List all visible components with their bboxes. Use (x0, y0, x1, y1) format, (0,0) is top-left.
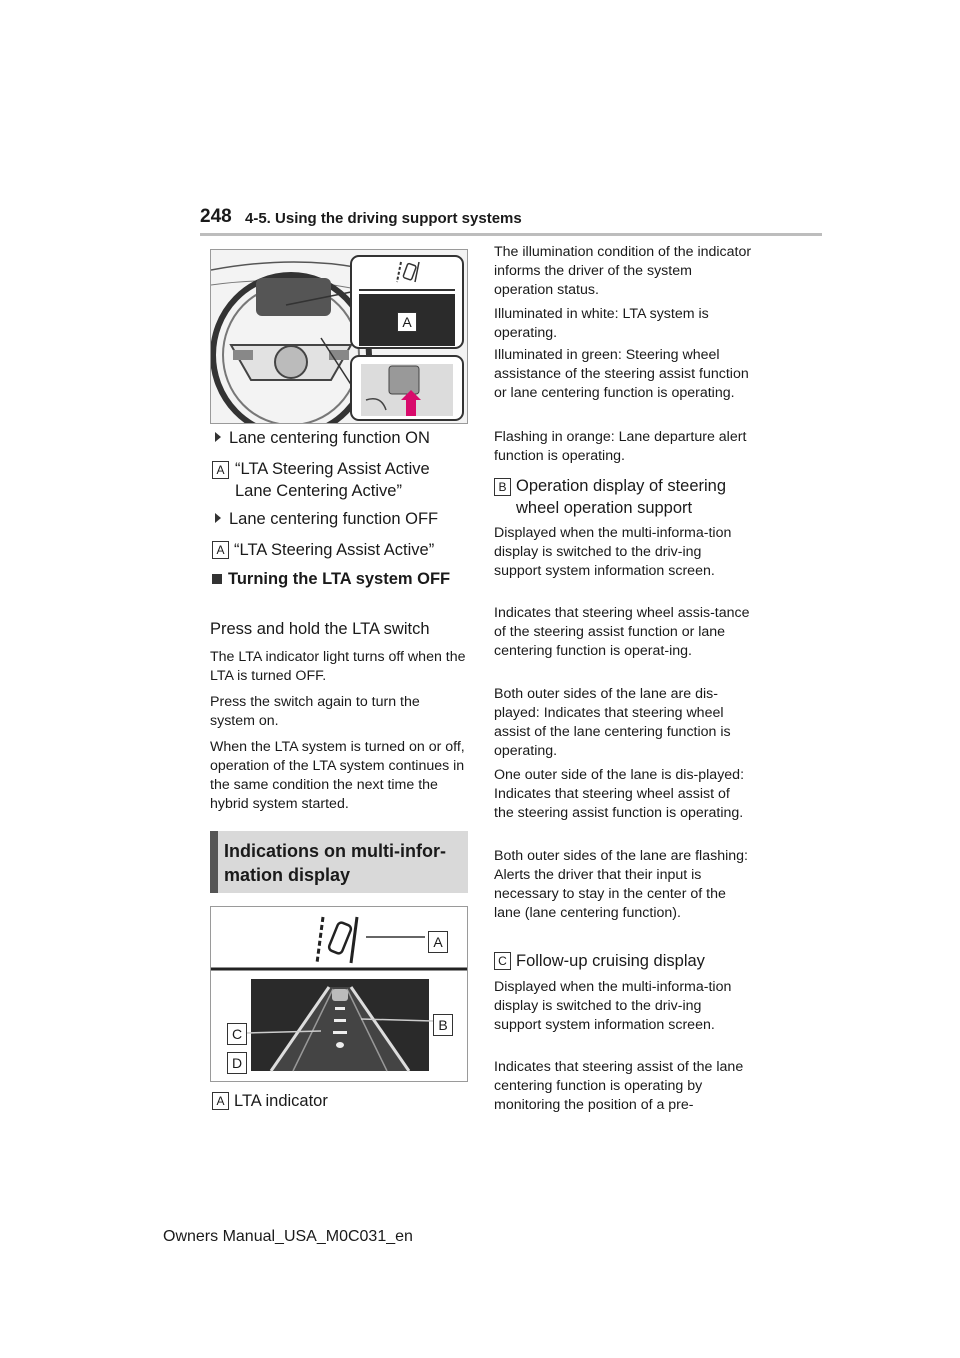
b-badge: B (494, 478, 511, 496)
right-orange: Flashing in orange: Lane departure alert function is operating. (494, 429, 747, 464)
turning-off-heading: Turning the LTA system OFF (212, 568, 458, 590)
turning-off-p1: The LTA indicator light turns off when the LTA is turned OFF. (210, 649, 466, 684)
b-p3: Both outer sides of the lane are dis-played: Indicates that steering wheel assist of the lane centering function is operating. (494, 686, 731, 759)
b-p4: One outer side of the lane is dis-played: Indicates that steering wheel assist of the steering assist function is operating. (494, 767, 745, 821)
section-title: 4-5. Using the driving support systems (245, 210, 522, 227)
section-heading: Indications on multi-infor-mation display (224, 841, 446, 885)
figure2-callout-a: A (428, 931, 448, 953)
figure2-callout-b: B (433, 1014, 453, 1036)
figure-lta-switch (210, 249, 468, 424)
b-p2: Indicates that steering wheel assis-tance of the steering assist function or lane centering function is operat-ing. (494, 605, 750, 659)
c-p1: Displayed when the multi-informa-tion display is switched to the driv-ing support system information screen. (494, 979, 732, 1033)
c-badge: C (494, 952, 511, 970)
figure-multi-info-display (210, 906, 468, 1082)
c-p2: Indicates that steering assist of the lane centering function is operating by monitoring the position of a pre- (494, 1059, 744, 1113)
right-white: Illuminated in white: LTA system is operating. (494, 306, 709, 341)
header-rule (200, 233, 822, 236)
section-heading-bar (210, 831, 218, 893)
item1-text: A “LTA Steering Assist Active Lane Centering Active” (212, 458, 462, 502)
triangle-bullet-icon (215, 432, 221, 442)
b-p1: Displayed when the multi-informa-tion display is switched to the driv-ing support system information screen. (494, 525, 732, 579)
footer-manual-id: Owners Manual_USA_M0C031_en (163, 1228, 413, 1245)
figure2-callout-c: C (227, 1023, 247, 1045)
turning-off-p3: When the LTA system is turned on or off, operation of the LTA system continues in the same condition the next time the hybrid system started. (210, 739, 465, 812)
b-p5: Both outer sides of the lane are flashing: Alerts the driver that their input is necessary to stay in the center of the lane (lane centering function). (494, 848, 748, 921)
page-number: 248 (200, 206, 232, 227)
item2-bullet: Lane centering function OFF (212, 508, 470, 530)
item2-text: A “LTA Steering Assist Active” (212, 539, 470, 561)
turning-off-instruction: Press and hold the LTA switch (210, 620, 430, 638)
right-intro: The illumination condition of the indicator informs the driver of the system operation status. (494, 244, 752, 298)
figure2-callout-d: D (227, 1052, 247, 1074)
lta-switch-illustration (211, 250, 467, 423)
item2-badge: A (212, 541, 229, 559)
lta-indicator-badge: A (212, 1092, 229, 1110)
lta-indicator-caption: A LTA indicator (212, 1090, 470, 1112)
turning-off-p2: Press the switch again to turn the system on. (210, 694, 420, 729)
triangle-bullet-icon-2 (215, 513, 221, 523)
item1-bullet: Lane centering function ON (212, 427, 470, 449)
right-green: Illuminated in green: Steering wheel assistance of the steering assist function or lane centering function is operating. (494, 347, 749, 401)
item1-badge: A (212, 461, 229, 479)
c-heading: C Follow-up cruising display (494, 950, 756, 972)
square-bullet-icon (212, 574, 222, 584)
figure1-callout-a: A (397, 312, 417, 332)
b-heading: B Operation display of steering wheel operation support (494, 475, 756, 519)
